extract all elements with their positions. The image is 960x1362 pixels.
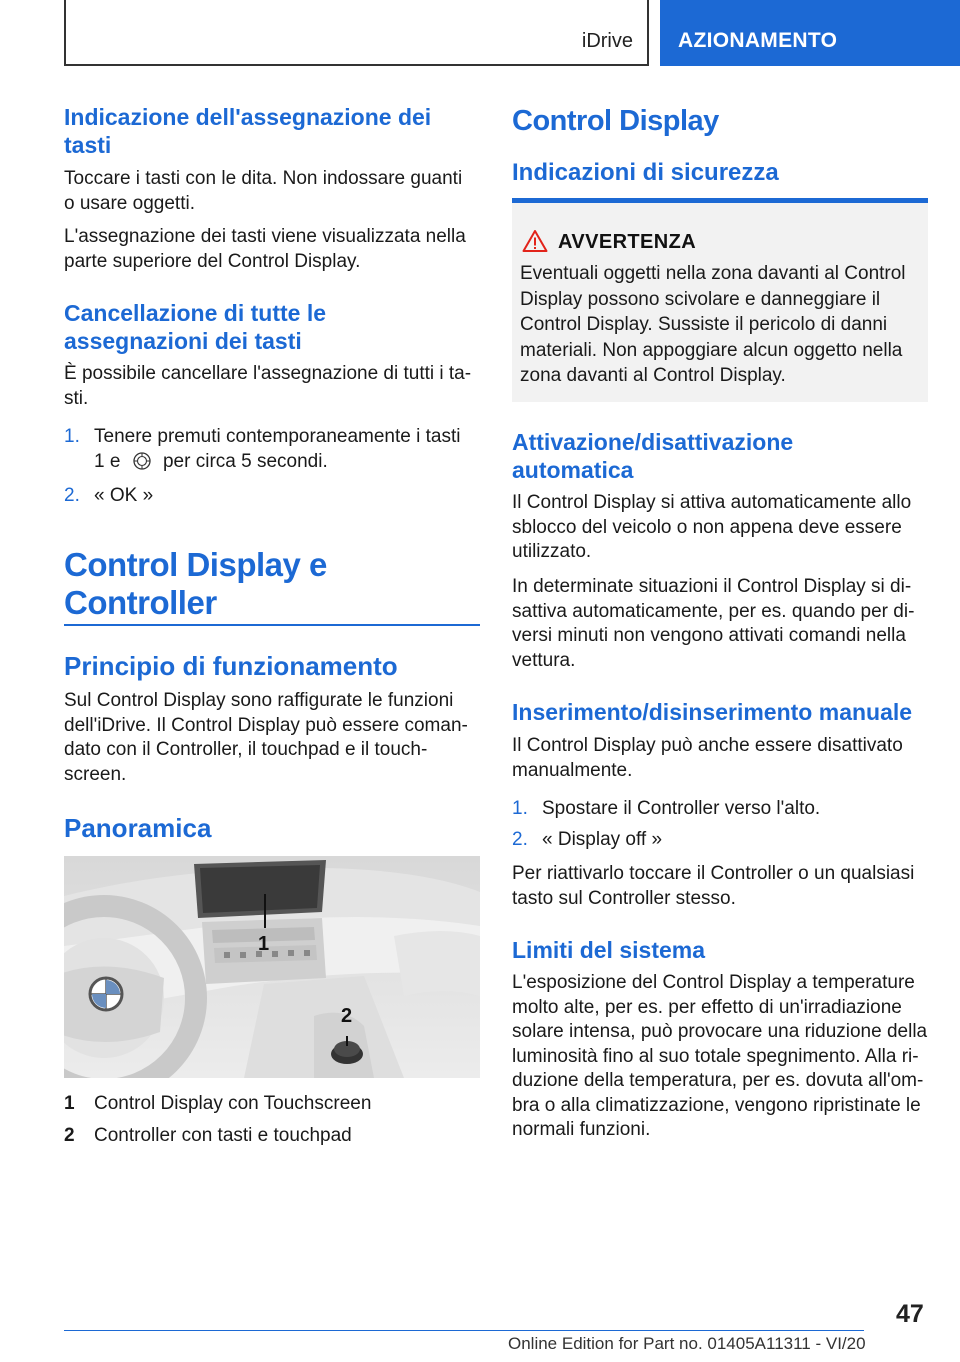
paragraph-principle: Sul Control Display sono raffigurate le funzioni dell'iDrive. Il Control Display può essere coman-dato con il Controller, il touchpad e il touch-screen. <box>64 690 468 785</box>
header-chapter-tab <box>660 0 960 66</box>
page-number: 47 <box>896 1300 924 1328</box>
heading-auto-activation: Attivazione/disattivazione automatica <box>512 429 794 483</box>
main-title <box>64 546 480 622</box>
caption-item <box>64 1092 480 1116</box>
heading-key-assignment: Indicazione dell'assegnazione dei tasti <box>64 104 432 158</box>
warning-title: AVVERTENZA <box>558 231 697 253</box>
step-text-line2 <box>94 450 328 475</box>
step-text-line1: Tenere premuti contemporaneamente i tasti <box>94 426 461 447</box>
dashboard-illustration <box>64 856 480 1078</box>
heading-principle: Principio di funzionamento <box>64 651 398 681</box>
step-text: « OK » <box>94 485 154 506</box>
step-text: « Display off » <box>542 829 663 850</box>
paragraph-auto-deactivation: In determinate situazioni il Control Display si di-sattiva automaticamente, per es. quando per di-versi minuti non vengono attivati comandi nella vettura. <box>512 576 915 671</box>
heading-safety: Indicazioni di sicurezza <box>512 159 779 186</box>
step-number: 2. <box>64 485 80 506</box>
main-title-line2: Controller <box>64 584 217 621</box>
step-text: Spostare il Controller verso l'alto. <box>542 798 821 819</box>
image-label-1: 1 <box>258 933 270 955</box>
caption-item <box>64 1124 480 1148</box>
heading-overview: Panoramica <box>64 813 212 843</box>
header-chapter-label: AZIONAMENTO <box>678 29 838 52</box>
paragraph-reactivate: Per riattivarlo toccare il Controller o un qualsiasi tasto sul Controller stesso. <box>512 863 915 909</box>
delete-steps-list <box>64 425 480 515</box>
warning-triangle-icon <box>522 229 548 253</box>
caption-number: 1 <box>64 1093 75 1114</box>
manual-steps-list <box>512 797 928 857</box>
heading-manual: Inserimento/disinserimento manuale <box>512 699 913 725</box>
step-number: 2. <box>512 829 528 850</box>
main-title-line1: Control Display e <box>64 546 327 583</box>
heading-delete-assignments: Cancellazione di tutte le assegnazioni dei tasti <box>64 300 326 354</box>
caption-number: 2 <box>64 1125 75 1146</box>
footer-edition: Online Edition for Part no. 01405A11311 - VI/20 <box>508 1334 866 1353</box>
paragraph-assignment-shown: L'assegnazione dei tasti viene visualizzata nella parte superiore del Control Display. <box>64 226 466 272</box>
dashboard-drawing <box>64 856 480 1078</box>
warning-text: Eventuali oggetti nella zona davanti al Control Display possono scivolare e danneggiare il Control Display. Sussiste il pericolo di danni materiali. Non appoggiare alcun oggetto nella zona davanti al Control Display. <box>520 263 906 386</box>
paragraph-manual: Il Control Display può anche essere disattivato manualmente. <box>512 735 903 781</box>
main-title-rule <box>64 624 480 626</box>
paragraph-auto-activation: Il Control Display si attiva automaticamente allo sblocco del veicolo o non appena deve essere utilizzato. <box>512 492 912 562</box>
step-text-part-a: 1 e <box>94 451 121 472</box>
heading-system-limits: Limiti del sistema <box>512 937 706 963</box>
footer-rule <box>64 1330 864 1331</box>
warning-box <box>512 198 928 402</box>
paragraph-system-limits: L'esposizione del Control Display a temperature molto alte, per es. per effetto di un'irradiazione solare intensa, può provocare una riduzione della luminosità fino al suo totale spegnimento. Alla ri-duzione della temperatura, per es. dovuta all'om-bra o alla climatizzazione, vengono ripristinate le normali funzioni. <box>512 972 928 1140</box>
paragraph-touch-keys: Toccare i tasti con le dita. Non indossare guanti o usare oggetti. <box>64 168 463 214</box>
paragraph-delete-possible: È possibile cancellare l'assegnazione di tutti i ta-sti. <box>64 363 472 409</box>
step-text-part-b: per circa 5 secondi. <box>162 451 328 472</box>
caption-text: Controller con tasti e touchpad <box>94 1125 352 1146</box>
header-section-label: iDrive <box>581 30 633 52</box>
heading-control-display: Control Display <box>512 105 719 137</box>
step-number: 1. <box>64 426 80 447</box>
caption-text: Control Display con Touchscreen <box>94 1093 372 1114</box>
image-label-2: 2 <box>341 1005 353 1027</box>
header-section-tab <box>64 0 649 66</box>
step-number: 1. <box>512 798 528 819</box>
controller-key-icon <box>132 451 152 471</box>
